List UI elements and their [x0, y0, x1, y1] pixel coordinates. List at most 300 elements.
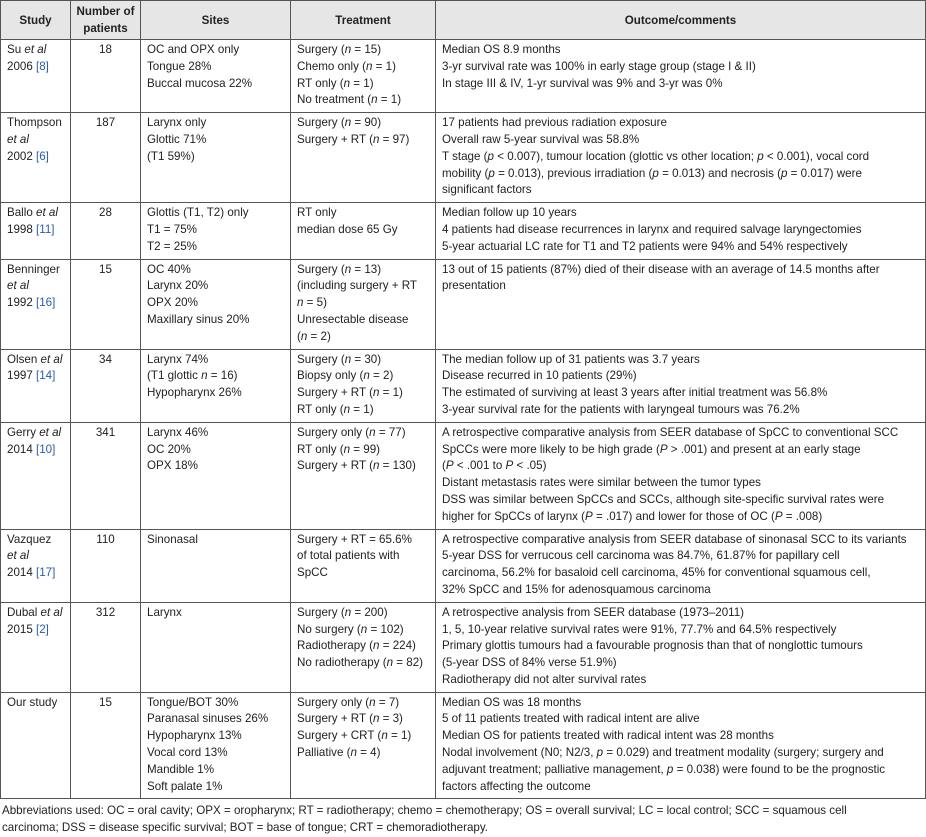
- sites-line: [147, 458, 284, 475]
- treatment-line: [297, 728, 429, 745]
- sites-line: [147, 149, 284, 166]
- study-text: Dubal: [7, 605, 41, 619]
- study-line: [7, 622, 64, 639]
- study-text: et al: [24, 43, 47, 56]
- outcome-text: T stage (: [442, 149, 488, 163]
- study-line: [7, 368, 64, 385]
- treatment-text: = 1): [379, 386, 403, 400]
- outcome-line: [442, 76, 919, 93]
- treatment-text: = 99): [350, 442, 381, 456]
- outcome-line: [442, 132, 919, 149]
- treatment-text: Surgery (: [297, 116, 345, 130]
- outcome-text: A retrospective comparative analysis from SEER database of sinonasal SCC to its variants: [442, 532, 907, 546]
- outcome-text: = .008): [782, 509, 823, 523]
- outcome-text: carcinoma, 56.2% for basaloid cell carcinoma, 45% for conventional squamous cell,: [442, 566, 871, 580]
- outcome-line: [442, 368, 919, 385]
- sites-text: OC and OPX only: [147, 43, 240, 56]
- outcome-line: [442, 779, 919, 796]
- treatment-text: Surgery (: [297, 605, 345, 619]
- treatment-text: No treatment (: [297, 93, 372, 107]
- outcome-text: 5-year DSS for verrucous cell carcinoma was 84.7%, 61.87% for papillary cell: [442, 549, 840, 563]
- treatment-line: [297, 312, 429, 329]
- sites-line: [147, 762, 284, 779]
- outcome-text: factors affecting the outcome: [442, 779, 591, 793]
- treatment-text: No radiotherapy (: [297, 656, 387, 670]
- treatment-text: = 1): [377, 93, 402, 107]
- cell-outcome-comments: [436, 602, 926, 692]
- treatment-text: = 13): [351, 262, 382, 276]
- study-text: et al: [40, 605, 63, 619]
- cell-sites: [141, 422, 291, 529]
- cell-number-of-patients: 18: [71, 40, 141, 113]
- reference-link[interactable]: [17]: [36, 566, 56, 580]
- study-text: 1992: [7, 296, 37, 310]
- study-text: 2014: [7, 566, 37, 580]
- cell-number-of-patients: 341: [71, 422, 141, 529]
- treatment-text: = 1): [372, 59, 396, 73]
- outcome-text: (5-year DSS of 84% verse 51.9%): [442, 656, 617, 670]
- study-line: [7, 149, 64, 166]
- outcome-text: DSS was similar between SpCCs and SCCs, although site-specific survival rates were: [442, 492, 885, 506]
- sites-line: [147, 532, 284, 549]
- outcome-text: p: [596, 746, 604, 760]
- treatment-text: RT only: [297, 206, 337, 220]
- table-row: [1, 203, 926, 259]
- cell-treatment: [291, 529, 436, 602]
- sites-text: Paranasal sinuses 26%: [147, 712, 269, 726]
- study-text: et al: [7, 549, 29, 563]
- sites-line: [147, 385, 284, 402]
- sites-text: OC 40%: [147, 262, 191, 276]
- study-line: [7, 132, 64, 149]
- treatment-text: n: [344, 262, 352, 276]
- outcome-text: p: [487, 149, 494, 163]
- treatment-line: [297, 565, 429, 582]
- outcome-text: A retrospective comparative analysis from SEER database of SpCC to conventional SCC: [442, 425, 899, 439]
- cell-outcome-comments: [436, 692, 926, 799]
- treatment-text: n: [363, 369, 370, 383]
- study-text: Vazquez: [7, 532, 52, 546]
- outcome-text: Primary glottis tumours had a favourable prognosis than that of nonglottic tumours: [442, 639, 863, 653]
- abbreviations-footnote: [0, 799, 926, 837]
- outcome-line: [442, 509, 919, 526]
- outcome-line: [442, 385, 919, 402]
- outcome-text: > .001) and present at an early stage: [667, 442, 861, 456]
- table-row: [1, 529, 926, 602]
- study-text: Olsen: [7, 352, 41, 366]
- treatment-text: n: [343, 442, 351, 456]
- cell-treatment: [291, 422, 436, 529]
- treatment-text: Surgery only (: [297, 425, 370, 439]
- header-treatment: Treatment: [291, 1, 436, 40]
- outcome-line: [442, 222, 919, 239]
- treatment-line: [297, 352, 429, 369]
- outcome-text: Nodal involvement (N0; N2/3,: [442, 746, 597, 760]
- study-text: Thompson: [7, 116, 62, 130]
- outcome-text: < .05): [513, 459, 547, 473]
- treatment-text: n: [343, 402, 351, 416]
- outcome-text: adjuvant treatment; palliative management,: [442, 762, 667, 776]
- outcome-text: Median OS was 18 months: [442, 695, 582, 709]
- treatment-text: of total patients with: [297, 549, 400, 563]
- study-line: [7, 222, 64, 239]
- table-body: [1, 40, 926, 799]
- outcome-text: 4 patients had disease recurrences in larynx and required salvage laryngectomies: [442, 222, 862, 236]
- treatment-text: = 1): [350, 402, 374, 416]
- reference-link[interactable]: [8]: [36, 59, 49, 73]
- outcome-line: [442, 59, 919, 76]
- outcome-text: 1, 5, 10-year relative survival rates were 91%, 77.7% and 64.5% respectively: [442, 622, 837, 636]
- sites-text: = 16): [207, 369, 238, 383]
- cell-study: [1, 203, 71, 259]
- treatment-line: [297, 59, 429, 76]
- sites-line: [147, 425, 284, 442]
- sites-line: [147, 205, 284, 222]
- treatment-text: Surgery + RT (: [297, 386, 373, 400]
- treatment-text: n: [300, 329, 308, 343]
- reference-link[interactable]: [11]: [36, 222, 55, 236]
- cell-sites: [141, 602, 291, 692]
- sites-text: T2 = 25%: [147, 239, 197, 253]
- sites-line: [147, 42, 284, 59]
- table-row: [1, 602, 926, 692]
- treatment-text: n: [373, 639, 380, 653]
- sites-line: [147, 312, 284, 329]
- reference-link[interactable]: [2]: [36, 622, 49, 636]
- treatment-text: Surgery (: [297, 352, 345, 366]
- study-line: [7, 442, 64, 459]
- treatment-line: [297, 548, 429, 565]
- treatment-text: n: [344, 43, 352, 56]
- study-text: 1997: [7, 369, 37, 383]
- cell-number-of-patients: 15: [71, 692, 141, 799]
- treatment-text: (: [297, 329, 301, 343]
- treatment-text: n: [369, 425, 376, 439]
- treatment-text: = 90): [351, 116, 382, 130]
- treatment-text: = 82): [393, 656, 424, 670]
- study-line: [7, 262, 64, 279]
- outcome-text: The estimated of surviving at least 3 years after initial treatment was 56.8%: [442, 386, 828, 400]
- treatment-line: [297, 295, 429, 312]
- outcome-line: [442, 728, 919, 745]
- treatment-text: n: [372, 459, 380, 473]
- outcome-text: < 0.001), vocal cord: [763, 149, 870, 163]
- treatment-text: n: [386, 656, 394, 670]
- outcome-text: significant factors: [442, 183, 532, 197]
- outcome-text: (: [442, 459, 446, 473]
- sites-text: OPX 20%: [147, 296, 198, 310]
- outcome-text: 5-year actuarial LC rate for T1 and T2 patients were 94% and 54% respectively: [442, 239, 848, 253]
- footnote-line: Abbreviations used: OC = oral cavity; OPX = oropharynx; RT = radiotherapy; chemo = chemotherapy; OS = overall survival; LC = local control; SCC = squamous cell: [2, 804, 847, 818]
- treatment-text: Radiotherapy (: [297, 639, 374, 653]
- cell-number-of-patients: 110: [71, 529, 141, 602]
- outcome-text: < 0.007), tumour location (glottic vs other location;: [494, 149, 758, 163]
- study-line: [7, 605, 64, 622]
- cell-outcome-comments: [436, 40, 926, 113]
- outcome-line: [442, 205, 919, 222]
- cell-study: [1, 113, 71, 203]
- treatment-line: [297, 458, 429, 475]
- study-text: 1998: [7, 222, 37, 236]
- outcome-line: [442, 182, 919, 199]
- treatment-text: Chemo only (: [297, 59, 366, 73]
- treatment-text: = 130): [379, 459, 416, 473]
- treatment-text: n: [343, 76, 351, 90]
- treatment-text: n: [344, 116, 352, 130]
- sites-line: [147, 605, 284, 622]
- cell-number-of-patients: 28: [71, 203, 141, 259]
- cell-sites: [141, 203, 291, 259]
- outcome-line: [442, 672, 919, 689]
- study-text: et al: [40, 352, 63, 366]
- outcome-text: < .001 to: [453, 459, 506, 473]
- treatment-text: = 200): [351, 605, 388, 619]
- outcome-line: [442, 532, 919, 549]
- treatment-text: = 7): [375, 695, 400, 709]
- treatment-text: (including surgery + RT: [297, 279, 417, 293]
- treatment-text: Surgery + RT (: [297, 712, 373, 726]
- outcome-text: p: [757, 149, 764, 163]
- cell-sites: [141, 529, 291, 602]
- treatment-line: [297, 711, 429, 728]
- treatment-line: [297, 745, 429, 762]
- reference-link[interactable]: [10]: [36, 442, 56, 456]
- treatment-text: Surgery + RT (: [297, 132, 373, 146]
- treatment-text: n: [369, 695, 376, 709]
- sites-line: [147, 728, 284, 745]
- sites-line: [147, 695, 284, 712]
- sites-text: Hypopharynx 26%: [147, 386, 242, 400]
- treatment-line: [297, 262, 429, 279]
- treatment-line: [297, 638, 429, 655]
- treatment-text: n: [372, 386, 380, 400]
- treatment-text: = 2): [307, 329, 331, 343]
- outcome-text: P: [659, 442, 668, 456]
- outcome-line: [442, 711, 919, 728]
- sites-text: Larynx 46%: [147, 425, 209, 439]
- cell-sites: [141, 113, 291, 203]
- study-text: Our study: [7, 695, 58, 709]
- header-outcome-comments: Outcome/comments: [436, 1, 926, 40]
- reference-link[interactable]: [6]: [36, 149, 49, 163]
- outcome-line: [442, 115, 919, 132]
- treatment-text: n: [381, 729, 388, 743]
- outcome-text: = 0.013) and necrosis (: [658, 166, 781, 180]
- outcome-text: mobility (: [442, 166, 489, 180]
- treatment-line: [297, 42, 429, 59]
- cell-number-of-patients: 187: [71, 113, 141, 203]
- cell-sites: [141, 40, 291, 113]
- outcome-line: [442, 425, 919, 442]
- outcome-line: [442, 638, 919, 655]
- sites-text: n: [201, 369, 208, 383]
- study-line: [7, 295, 64, 312]
- cell-treatment: [291, 113, 436, 203]
- cell-treatment: [291, 692, 436, 799]
- sites-text: Glottic 71%: [147, 132, 207, 146]
- outcome-text: p: [652, 166, 659, 180]
- study-text: et al: [36, 206, 58, 220]
- study-line: [7, 548, 64, 565]
- outcome-text: 5 of 11 patients treated with radical intent are alive: [442, 712, 700, 726]
- cell-study: [1, 602, 71, 692]
- sites-line: [147, 352, 284, 369]
- treatment-line: [297, 329, 429, 346]
- outcome-text: P: [774, 509, 783, 523]
- study-text: et al: [7, 132, 29, 146]
- outcome-text: 32% SpCC and 15% for adenosquamous carcinoma: [442, 582, 711, 596]
- outcome-text: = .017) and lower for those of OC (: [592, 509, 775, 523]
- outcome-text: P: [505, 459, 514, 473]
- treatment-text: n: [371, 93, 378, 107]
- outcome-line: [442, 565, 919, 582]
- treatment-text: = 2): [369, 369, 394, 383]
- outcome-line: [442, 166, 919, 183]
- cell-treatment: [291, 203, 436, 259]
- study-text: Gerry: [7, 425, 40, 439]
- study-line: [7, 115, 64, 132]
- treatment-text: = 102): [367, 622, 404, 636]
- sites-line: [147, 442, 284, 459]
- sites-line: [147, 368, 284, 385]
- treatment-line: [297, 695, 429, 712]
- treatment-text: n: [360, 622, 368, 636]
- treatment-text: Surgery + RT (: [297, 459, 373, 473]
- treatment-text: Surgery + CRT (: [297, 729, 382, 743]
- treatment-text: n: [344, 605, 352, 619]
- header-sites: Sites: [141, 1, 291, 40]
- sites-text: OC 20%: [147, 442, 191, 456]
- sites-text: Maxillary sinus 20%: [147, 312, 250, 326]
- treatment-line: [297, 402, 429, 419]
- reference-link[interactable]: [14]: [36, 369, 56, 383]
- treatment-text: = 5): [303, 296, 327, 310]
- reference-link[interactable]: [16]: [36, 296, 56, 310]
- cell-study: [1, 692, 71, 799]
- sites-text: Hypopharynx 13%: [147, 729, 242, 743]
- outcome-text: P: [445, 459, 454, 473]
- outcome-line: [442, 475, 919, 492]
- study-text: 2006: [7, 59, 37, 73]
- outcome-text: The median follow up of 31 patients was 3.7 years: [442, 352, 700, 366]
- sites-text: Larynx: [147, 605, 182, 619]
- outcome-text: = 0.029) and treatment modality (surgery; surgery and: [603, 746, 884, 760]
- cell-number-of-patients: 34: [71, 349, 141, 422]
- study-text: Ballo: [7, 206, 37, 220]
- outcome-text: Radiotherapy did not alter survival rates: [442, 672, 647, 686]
- sites-text: Larynx only: [147, 116, 207, 130]
- cell-study: [1, 349, 71, 422]
- treatment-line: [297, 532, 429, 549]
- treatment-text: = 15): [351, 43, 382, 56]
- cell-outcome-comments: [436, 349, 926, 422]
- treatment-line: [297, 115, 429, 132]
- outcome-text: presentation: [442, 279, 506, 293]
- treatment-text: median dose 65 Gy: [297, 222, 398, 236]
- table-row: [1, 259, 926, 349]
- sites-text: Sinonasal: [147, 532, 198, 546]
- outcome-line: [442, 442, 919, 459]
- sites-line: [147, 132, 284, 149]
- outcome-line: [442, 622, 919, 639]
- outcome-text: SpCCs were more likely to be high grade (: [442, 442, 660, 456]
- treatment-text: Surgery (: [297, 43, 345, 56]
- treatment-line: [297, 368, 429, 385]
- outcome-line: [442, 278, 919, 295]
- sites-line: [147, 295, 284, 312]
- treatment-text: n: [372, 132, 380, 146]
- cell-study: [1, 40, 71, 113]
- treatment-line: [297, 655, 429, 672]
- study-line: [7, 42, 64, 59]
- table-row: [1, 422, 926, 529]
- sites-line: [147, 745, 284, 762]
- table-row: [1, 692, 926, 799]
- treatment-line: [297, 622, 429, 639]
- treatment-text: = 97): [379, 132, 410, 146]
- sites-text: (T1 59%): [147, 149, 195, 163]
- study-text: 2002: [7, 149, 37, 163]
- treatment-text: n: [344, 352, 352, 366]
- sites-text: Vocal cord 13%: [147, 746, 228, 760]
- table-row: [1, 113, 926, 203]
- treatment-text: Palliative (: [297, 746, 351, 760]
- cell-study: [1, 422, 71, 529]
- sites-line: [147, 59, 284, 76]
- outcome-text: Median OS for patients treated with radical intent was 28 months: [442, 729, 774, 743]
- outcome-text: In stage III & IV, 1-yr survival was 9% and 3-yr was 0%: [442, 76, 723, 90]
- cell-number-of-patients: 15: [71, 259, 141, 349]
- outcome-text: p: [488, 166, 495, 180]
- treatment-line: [297, 92, 429, 109]
- sites-text: Larynx 20%: [147, 279, 209, 293]
- outcome-text: higher for SpCCs of larynx (: [442, 509, 586, 523]
- outcome-text: Median follow up 10 years: [442, 206, 577, 220]
- treatment-line: [297, 425, 429, 442]
- outcome-line: [442, 352, 919, 369]
- cell-sites: [141, 259, 291, 349]
- study-line: [7, 425, 64, 442]
- outcome-text: 3-year survival rate for the patients with laryngeal tumours was 76.2%: [442, 402, 800, 416]
- sites-text: Tongue/BOT 30%: [147, 695, 239, 709]
- cell-treatment: [291, 602, 436, 692]
- sites-line: [147, 711, 284, 728]
- treatment-line: [297, 442, 429, 459]
- outcome-line: [442, 582, 919, 599]
- sites-line: [147, 239, 284, 256]
- cell-sites: [141, 349, 291, 422]
- treatment-text: n: [365, 59, 373, 73]
- study-text: 2014: [7, 442, 37, 456]
- treatment-line: [297, 605, 429, 622]
- sites-text: Larynx 74%: [147, 352, 209, 366]
- cell-number-of-patients: 312: [71, 602, 141, 692]
- sites-line: [147, 278, 284, 295]
- study-line: [7, 59, 64, 76]
- header-study: Study: [1, 1, 71, 40]
- sites-text: Buccal mucosa 22%: [147, 76, 253, 90]
- outcome-line: [442, 239, 919, 256]
- outcome-line: [442, 762, 919, 779]
- cell-treatment: [291, 40, 436, 113]
- outcome-text: 3-yr survival rate was 100% in early stage group (stage I & II): [442, 59, 756, 73]
- sites-text: OPX 18%: [147, 459, 198, 473]
- outcome-line: [442, 149, 919, 166]
- sites-text: Glottis (T1, T2) only: [147, 206, 249, 220]
- treatment-text: Surgery only (: [297, 695, 370, 709]
- cell-outcome-comments: [436, 113, 926, 203]
- sites-text: (T1 glottic: [147, 369, 202, 383]
